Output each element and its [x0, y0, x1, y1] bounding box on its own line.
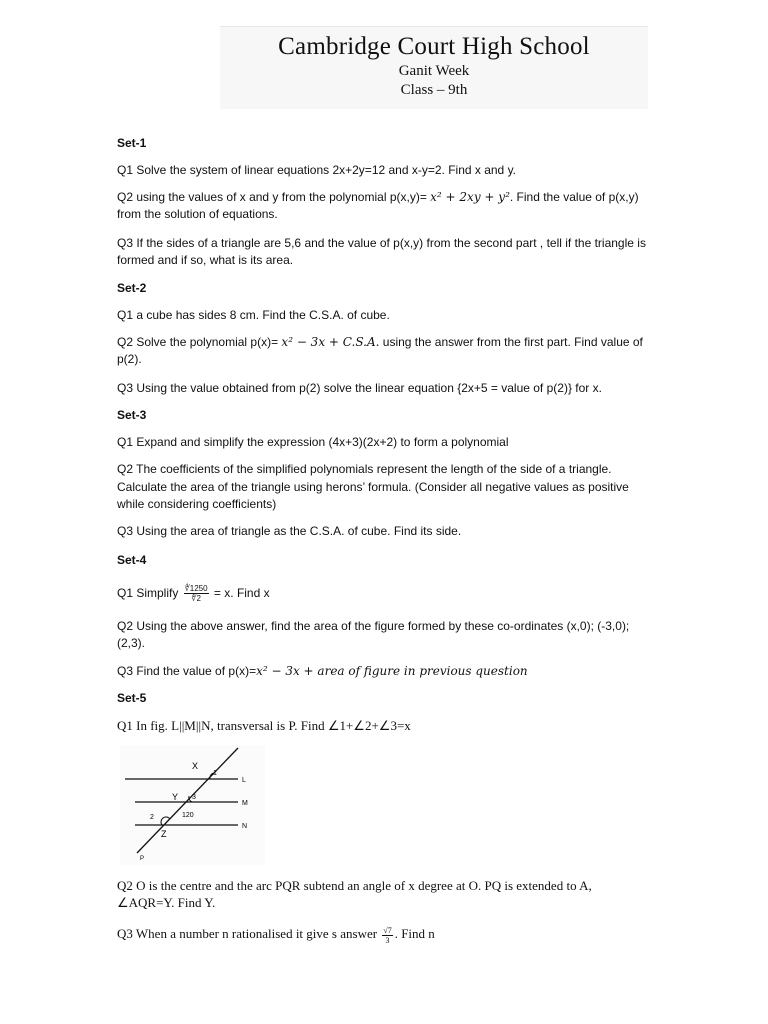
fraction-denominator: 3 [385, 935, 390, 945]
set-3-q3: Q3 Using the area of triangle as the C.S.A. of cube. Find its side. [117, 524, 462, 538]
label-x: X [192, 761, 199, 771]
set-4-q3-text: Q3 Find the value of p(x)= [117, 664, 257, 678]
label-120: 120 [182, 812, 194, 819]
label-angle-2: 2 [150, 814, 154, 821]
label-angle-3: 3 [192, 794, 196, 801]
set-5-q3-text: Q3 When a number n rationalised it give s answer [117, 926, 381, 941]
label-z: Z [161, 829, 167, 839]
set-1-q3: Q3 If the sides of a triangle are 5,6 and the value of p(x,y) from the second part , tell if the triangle is [117, 236, 646, 250]
set-4-q1-text-end: = x. Find x [210, 586, 270, 600]
label-angle-1: 1 [213, 770, 217, 777]
label-p: P [140, 856, 145, 862]
set-4-q1 [117, 580, 657, 606]
set-3-q1: Q1 Expand and simplify the expression (4x+3)(2x+2) to form a polynomial [117, 435, 509, 449]
set-5-q1: Q1 In fig. L||M||N, transversal is P. Find ∠1+∠2+∠3=x [117, 718, 411, 733]
set-1-title: Set-1 [117, 136, 147, 150]
label-n: N [242, 823, 248, 830]
class-name: Class – 9th [400, 82, 468, 98]
set-3-q2: Q2 The coefficients of the simplified polynomials represent the length of the side of a triangle. [117, 462, 612, 476]
set-2-q2-text: Q2 Solve the polynomial p(x)= [117, 335, 282, 349]
set-4-q3 [117, 663, 657, 680]
set-1-q2-math: x² + 2xy + y² [430, 190, 510, 204]
label-y: Y [172, 792, 179, 802]
set-1-q2-text-end: . Find the value of p(x,y) [509, 190, 639, 204]
set-4-q3-math: x² − 3x + area of figure in previous question [256, 664, 528, 678]
set-5-q2-cont: ∠AQR=Y. Find Y. [117, 895, 216, 910]
set-5-q3 [117, 921, 657, 947]
event-name: Ganit Week [398, 63, 470, 79]
set-2-q2 [117, 334, 657, 351]
set-4-q1-fraction [184, 584, 209, 603]
set-3-title: Set-3 [117, 408, 147, 422]
set-3-q2-cont2: while considering coefficients) [117, 497, 277, 511]
set-2-title: Set-2 [117, 281, 147, 295]
set-2-q1: Q1 a cube has sides 8 cm. Find the C.S.A. of cube. [117, 308, 390, 322]
set-1-q2-cont: from the solution of equations. [117, 207, 278, 221]
set-2-q2-math: x² − 3x + C.S.A. [281, 335, 380, 349]
set-2-q2-text-end: using the answer from the first part. Find value of [379, 335, 643, 349]
set-5-q3-text-end: . Find n [394, 926, 435, 941]
set-2-q3: Q3 Using the value obtained from p(2) solve the linear equation {2x+5 = value of p(2)} for x. [117, 381, 602, 395]
set-1-q2 [117, 189, 657, 206]
fraction-denominator: ∜2 [191, 594, 201, 604]
parallel-lines-figure [120, 745, 265, 865]
school-header [220, 26, 648, 109]
set-1-q3-cont: formed and if so, what is its area. [117, 253, 294, 267]
set-2-q2-cont: p(2). [117, 352, 142, 366]
set-4-q1-text: Q1 Simplify [117, 586, 182, 600]
school-name: Cambridge Court High School [278, 33, 590, 60]
set-5-title: Set-5 [117, 691, 147, 705]
set-5-q3-fraction [382, 926, 392, 945]
fraction-numerator: √7 [383, 925, 392, 935]
set-4-q2-cont: (2,3). [117, 636, 146, 650]
label-l: L [242, 777, 246, 784]
set-4-q2: Q2 Using the above answer, find the area of the figure formed by these co-ordinates (x,0); (-3,0); [117, 619, 630, 633]
set-3-q2-cont: Calculate the area of the triangle using herons’ formula. (Consider all negative values as positive [117, 480, 629, 494]
label-m: M [242, 800, 248, 807]
fraction-numerator: ∜1250 [184, 584, 208, 594]
set-1-q1: Q1 Solve the system of linear equations 2x+2y=12 and x-y=2. Find x and y. [117, 163, 517, 177]
set-1-q2-text: Q2 using the values of x and y from the polynomial p(x,y)= [117, 190, 431, 204]
set-4-title: Set-4 [117, 553, 147, 567]
set-5-q2: Q2 O is the centre and the arc PQR subtend an angle of x degree at O. PQ is extended to A, [117, 878, 592, 893]
